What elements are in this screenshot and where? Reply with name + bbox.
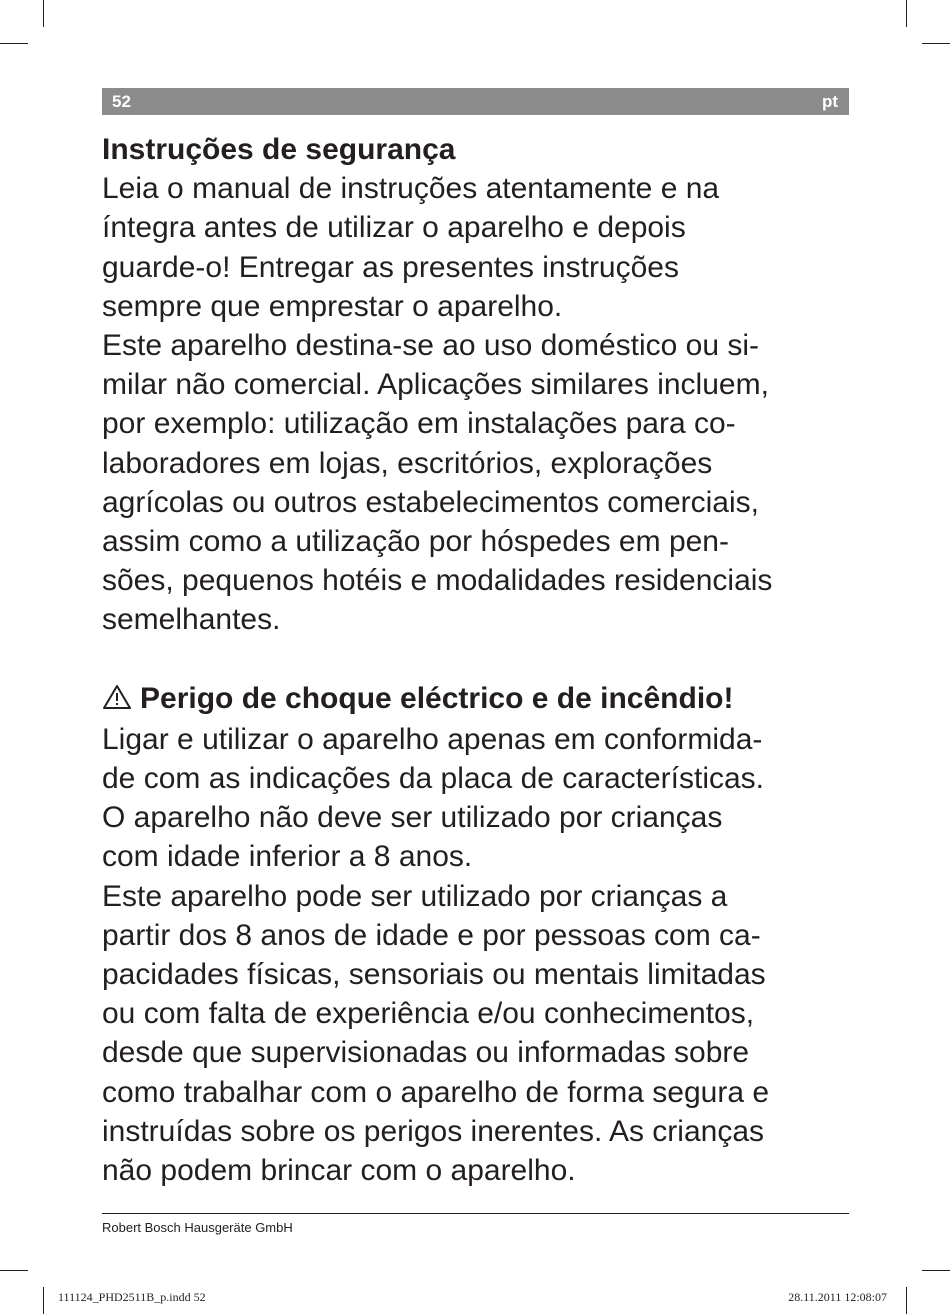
body-line: laboradores em lojas, escritórios, explorações <box>102 446 713 480</box>
body-line: desde que supervisionadas ou informadas sobre <box>102 1036 750 1070</box>
body-line: sões, pequenos hotéis e modalidades residenciais <box>102 564 773 598</box>
crop-mark <box>0 43 28 44</box>
slug-file-info: 111124_PHD2511B_p.indd 52 <box>58 1290 206 1304</box>
body-line: guarde-o! Entregar as presentes instruções <box>102 250 679 284</box>
footer-company: Robert Bosch Hausgeräte GmbH <box>102 1220 293 1235</box>
body-line: como trabalhar com o aparelho de forma segura e <box>102 1075 770 1109</box>
safety-body <box>102 169 847 639</box>
crop-mark <box>906 1287 907 1314</box>
body-line: pacidades físicas, sensoriais ou mentais limitadas <box>102 958 766 992</box>
slug-datetime: 28.11.2011 12:08:07 <box>788 1290 887 1304</box>
section-title-warning <box>102 679 847 720</box>
body-line: semelhantes. <box>102 603 281 637</box>
warning-triangle-icon <box>102 681 132 720</box>
crop-mark <box>43 1287 44 1314</box>
section-title-safety: Instruções de segurança <box>102 133 456 166</box>
body-line: ou com falta de experiência e/ou conhecimentos, <box>102 997 755 1031</box>
body-line: milar não comercial. Aplicações similares incluem, <box>102 368 769 402</box>
page-number: 52 <box>112 92 131 111</box>
body-line: Ligar e utilizar o aparelho apenas em conformida- <box>102 722 763 756</box>
crop-mark <box>906 0 907 27</box>
crop-mark <box>0 1270 28 1271</box>
body-line: agrícolas ou outros estabelecimentos comerciais, <box>102 485 759 519</box>
crop-mark <box>922 1270 950 1271</box>
crop-mark <box>922 43 950 44</box>
language-code: pt <box>821 92 838 111</box>
body-line: íntegra antes de utilizar o aparelho e depois <box>102 211 686 245</box>
warning-title-text: Perigo de choque eléctrico e de incêndio! <box>140 681 734 715</box>
body-line: instruídas sobre os perigos inerentes. As crianças <box>102 1114 765 1148</box>
body-line: Leia o manual de instruções atentamente e na <box>102 172 720 206</box>
body-line: não podem brincar com o aparelho. <box>102 1154 576 1188</box>
body-line: sempre que emprestar o aparelho. <box>102 289 563 323</box>
body-line: de com as indicações da placa de características. <box>102 762 765 796</box>
body-line: partir dos 8 anos de idade e por pessoas com ca- <box>102 918 761 952</box>
body-line: Este aparelho destina-se ao uso doméstico ou si- <box>102 329 760 363</box>
section-gap <box>102 640 847 679</box>
page-content <box>102 130 847 1190</box>
crop-mark <box>43 0 44 27</box>
body-line: por exemplo: utilização em instalações para co- <box>102 407 736 441</box>
header-bar <box>102 88 849 115</box>
body-line: com idade inferior a 8 anos. <box>102 840 473 874</box>
body-line: assim como a utilização por hóspedes em pen- <box>102 525 729 559</box>
body-line: Este aparelho pode ser utilizado por crianças a <box>102 879 728 913</box>
footer-divider <box>102 1213 849 1214</box>
warning-body <box>102 720 847 1190</box>
body-line: O aparelho não deve ser utilizado por crianças <box>102 801 723 835</box>
